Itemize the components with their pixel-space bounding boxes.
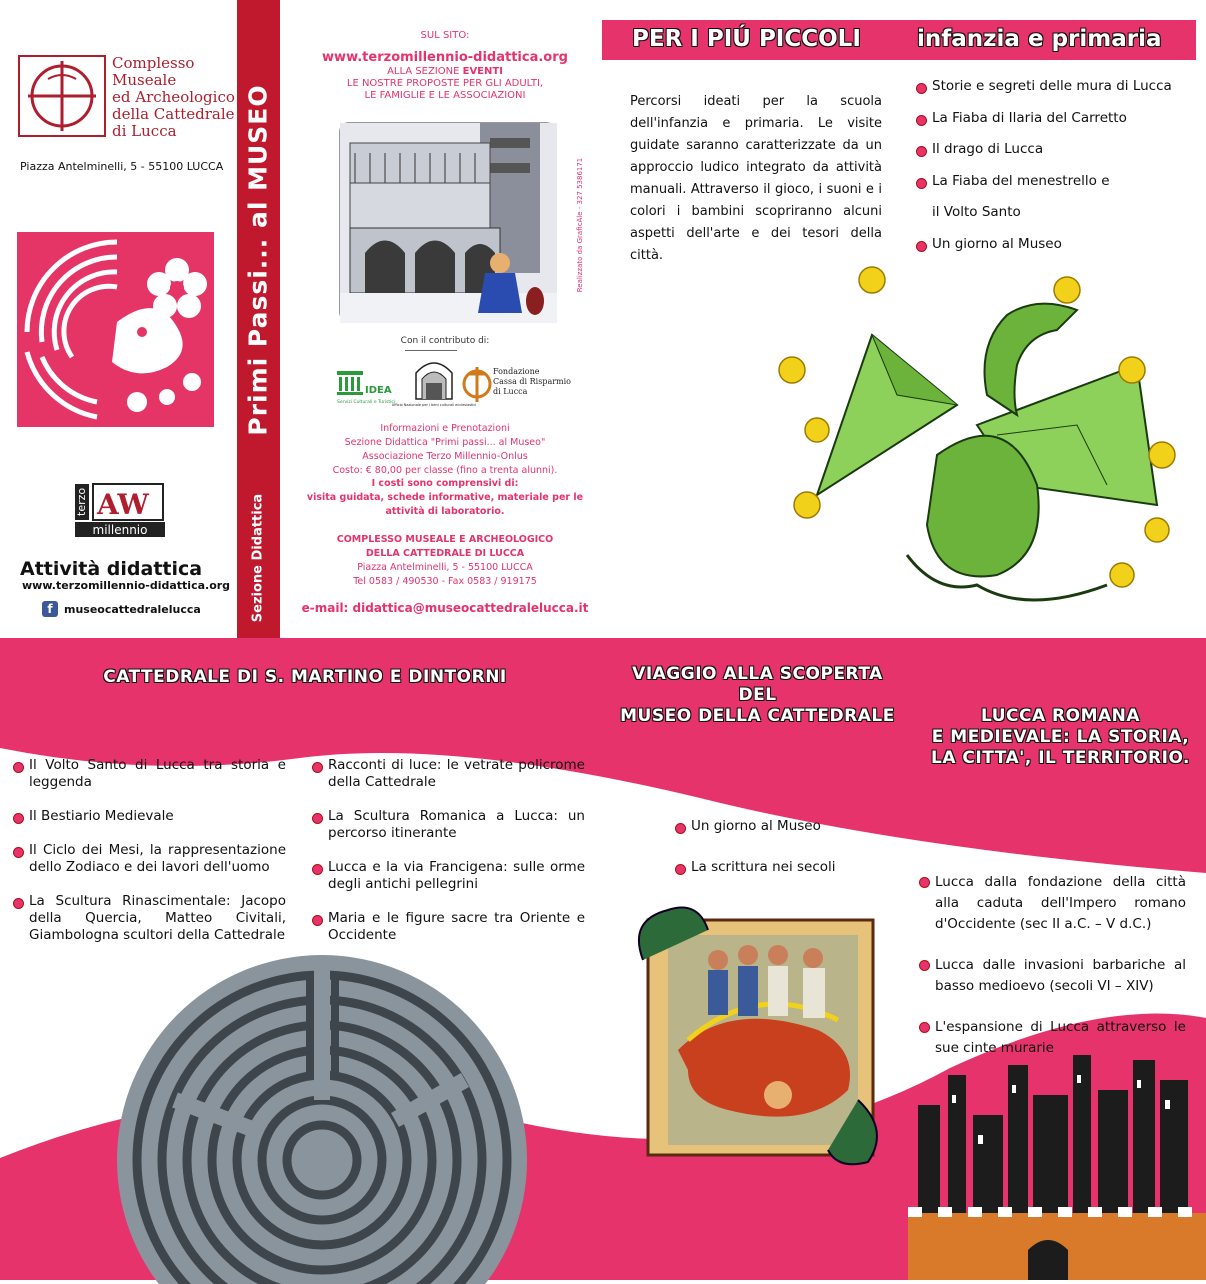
svg-text:Ufficio Nazionale per i beni c: Ufficio Nazionale per i beni culturali ecclesiastici [391, 403, 477, 407]
lucca-list [920, 872, 1186, 1059]
fondazione-logo [463, 362, 573, 404]
piccoli-header-subtitle: infanzia e primaria [917, 26, 1162, 52]
costi-block: I costi sono comprensivi di: visita guidata, schede informative, materiale per le attività di laboratorio. [306, 478, 584, 517]
piccoli-intro-text: Percorsi ideati per la scuola dell'infanzia e primaria. Le visite guidate saranno caratterizzate da un approccio ludico integrato da attività manuali. Attraverso il gioco, i suoni e i colori i bambini scopriranno alcuni aspetti dell'arte e dei tesori della città. [630, 94, 882, 263]
list-item: Storie e segreti delle mura di Lucca [917, 78, 1197, 110]
svg-text:IDEA: IDEA [365, 385, 392, 396]
email-link[interactable]: e-mail: didattica@museocattedralelucca.it [301, 601, 589, 615]
brochure-title: Primi Passi... al MUSEO [243, 84, 273, 436]
svg-text:Servizi Culturali e Turistici: Servizi Culturali e Turistici [337, 400, 396, 405]
eventi-text: ALLA SEZIONE EVENTI LE NOSTRE PROPOSTE PER GLI ADULTI, LE FAMIGLIE E LE ASSOCIAZIONI [346, 66, 544, 101]
museum-logo-text: Complesso Museale ed Archeologico della Cattedrale di Lucca [112, 54, 235, 140]
idea-logo [335, 367, 397, 407]
credits-text: Realizzato da GraficAle - 327 5386171 [576, 157, 584, 293]
list-item: Racconti di luce: le vetrate policrome della Cattedrale [313, 757, 585, 791]
list-item: Lucca dalla fondazione della città alla caduta dell'Impero romano d'Occidente (sec II a.C. – V d.C.) [920, 872, 1186, 935]
brochure-subtitle: Sezione Didattica [250, 493, 266, 623]
info-block: Informazioni e Prenotazioni Sezione Didattica "Primi passi... al Museo" Associazione Terzo Millennio-Onlus Costo: € 80,00 per classe (fino a trenta alunni). [332, 423, 558, 476]
list-item: Il Volto Santo di Lucca tra storia e leggenda [14, 757, 286, 791]
svg-text:AW: AW [97, 488, 149, 521]
sul-sito-label: SUL SITO: [420, 30, 470, 41]
dragon-illustration [777, 255, 1177, 635]
list-item: L'espansione di Lucca attraverso le sue cinte murarie [920, 1017, 1186, 1059]
cathedral-photo [339, 122, 556, 322]
list-item: Lucca e la via Francigena: sulle orme degli antichi pellegrini [313, 859, 585, 893]
lucca-section-title: LUCCA ROMANA E MEDIEVALE: LA STORIA, LA CITTA', IL TERRITORIO. [931, 706, 1190, 768]
cattedrale-list-right [313, 757, 585, 944]
attivita-website-link[interactable]: www.terzomillennio-didattica.org [22, 579, 231, 592]
svg-text:terzo: terzo [75, 487, 88, 516]
contacts-block: Piazza Antelminelli, 5 - 55100 LUCCA Tel 0583 / 490530 - Fax 0583 / 919175 [353, 562, 537, 587]
list-item: Lucca dalle invasioni barbariche al basso medioevo (secoli VI – XIV) [920, 955, 1186, 997]
list-item: La Fiaba del menestrello e [917, 173, 1197, 205]
facebook-label: museocattedralelucca [64, 602, 201, 616]
terzo-millennio-logo [75, 482, 165, 538]
list-item: Maria e le figure sacre tra Oriente e Occidente [313, 910, 585, 944]
site-url-link[interactable]: www.terzomillennio-didattica.org [322, 50, 568, 65]
list-item: La Scultura Romanica a Lucca: un percorso itinerante [313, 808, 585, 842]
list-item: Un giorno al Museo [676, 818, 886, 835]
list-item: Un giorno al Museo [917, 236, 1197, 268]
museum-logo-mark [18, 55, 106, 137]
svg-text:Cassa di Risparmio: Cassa di Risparmio [493, 377, 571, 386]
museum-address: Piazza Antelminelli, 5 - 55100 LUCCA [20, 160, 224, 173]
contributo-label: Con il contributo di: [400, 336, 490, 346]
illuminated-manuscript-image [628, 900, 890, 1170]
museum-name-block: COMPLESSO MUSEALE E ARCHEOLOGICO DELLA CATTEDRALE DI LUCCA [336, 534, 554, 559]
stone-labyrinth-image [115, 950, 530, 1280]
labyrinth-flower-motif [17, 232, 214, 427]
svg-text:millennio: millennio [92, 523, 148, 537]
list-item: Il Ciclo dei Mesi, la rappresentazione dello Zodiaco e dei lavori dell'uomo [14, 842, 286, 876]
list-item: Il drago di Lucca [917, 141, 1197, 173]
list-item: Il Bestiario Medievale [14, 808, 286, 825]
list-item: La Fiaba di Ilaria del Carretto [917, 110, 1197, 142]
piccoli-list [917, 78, 1197, 267]
facebook-link[interactable] [42, 601, 201, 617]
cattedrale-list-left [14, 757, 286, 944]
svg-text:Fondazione: Fondazione [493, 367, 540, 376]
cattedrale-section-title: CATTEDRALE DI S. MARTINO E DINTORNI [103, 667, 507, 687]
list-item: La scrittura nei secoli [676, 859, 886, 876]
ufficio-nazionale-logo [391, 351, 477, 413]
piccoli-header-title: PER I PIÚ PICCOLI [632, 26, 861, 52]
attivita-title: Attività didattica [20, 558, 203, 580]
museo-section-title: VIAGGIO ALLA SCOPERTA DEL MUSEO DELLA CATTEDRALE [620, 664, 895, 726]
museo-list [676, 818, 886, 876]
list-item: il Volto Santo [932, 204, 1021, 220]
medieval-city-illustration [908, 1035, 1206, 1280]
list-item: La Scultura Rinascimentale: Jacopo della Quercia, Matteo Civitali, Giambologna scultori della Cattedrale [14, 893, 286, 944]
facebook-icon: f [42, 601, 58, 617]
svg-text:di Lucca: di Lucca [493, 387, 528, 396]
